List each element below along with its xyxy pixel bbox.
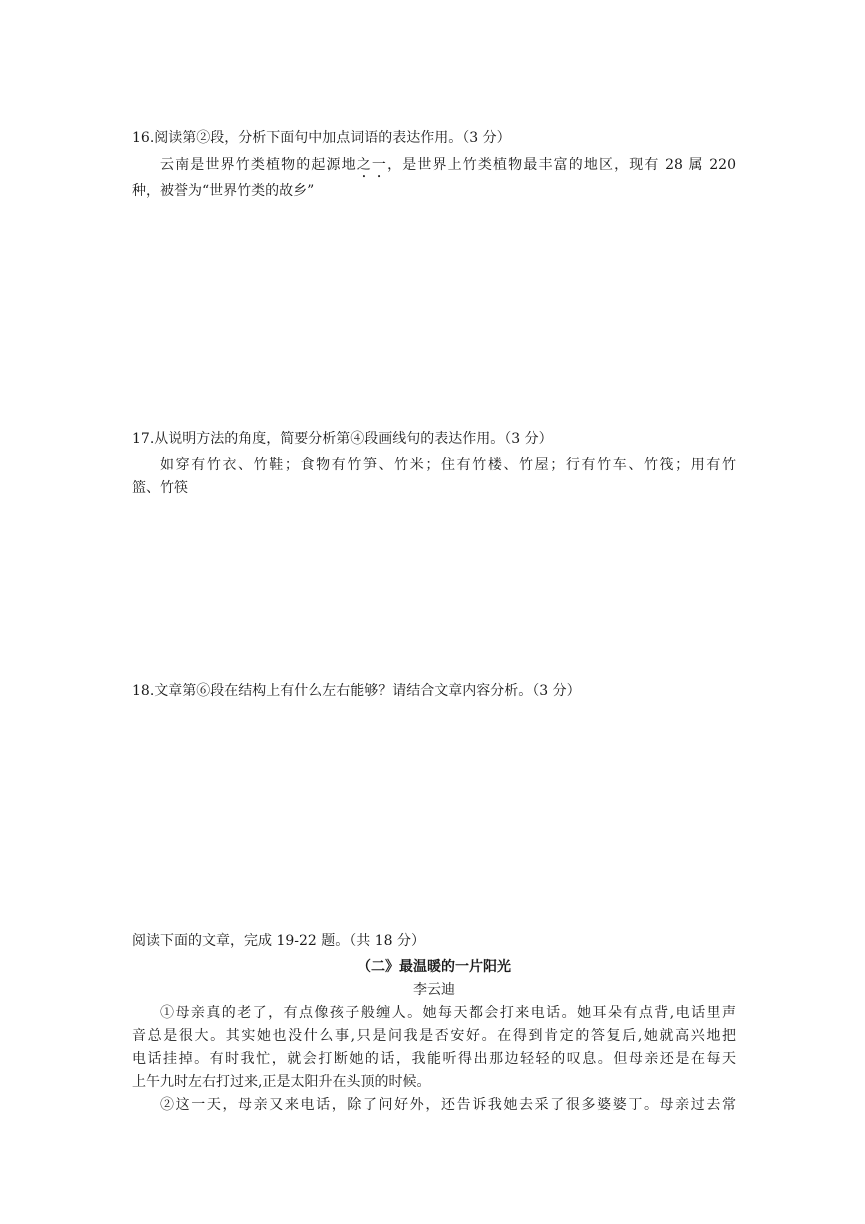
paragraph-line: ①母亲真的老了，有点像孩子般缠人。她每天都会打来电话。她耳朵有点背,电话里声: [160, 1005, 736, 1021]
paragraph-line: 音总是很大。其实她也没什么事,只是问我是否安好。在得到肯定的答复后,她就高兴地把: [132, 1028, 736, 1044]
question-17-quote-line-1: 如穿有竹衣、竹鞋；食物有竹笋、竹米；住有竹楼、竹屋；行有竹车、竹筏；用有竹: [160, 457, 736, 473]
paragraph-line: 电话挂掉。有时我忙，就会打断她的话，我能听得出那边轻轻的叹息。但母亲还是在每天: [132, 1051, 736, 1067]
question-18-title: 18.文章第⑥段在结构上有什么左右能够？请结合文章内容分析。（3 分）: [132, 683, 581, 699]
question-16-title: 16.阅读第②段，分析下面句中加点词语的表达作用。（3 分）: [132, 130, 511, 146]
quote-text: ，是世界上竹类植物最丰富的地区，现有 28 属 220: [387, 157, 737, 173]
quote-text: 云南是世界竹类植物的起源地: [160, 157, 357, 173]
article-author: 李云迪: [413, 982, 455, 998]
article-title: （二》最温暖的一片阳光: [357, 959, 511, 975]
paragraph-line: ②这一天，母亲又来电话，除了问好外，还告诉我她去采了很多婆婆丁。母亲过去常: [160, 1097, 736, 1113]
dotted-word: 之一: [356, 157, 388, 173]
question-17-title: 17.从说明方法的角度，简要分析第④段画线句的表达作用。（3 分）: [132, 431, 553, 447]
question-17-quote-line-2: 篮、竹筷: [132, 480, 188, 496]
paragraph-line: 上午九时左右打过来,正是太阳升在头顶的时候。: [132, 1074, 431, 1090]
question-16-quote-line-1: [160, 155, 736, 181]
section-instruction: 阅读下面的文章，完成 19-22 题。（共 18 分）: [132, 933, 425, 949]
question-16-quote-line-2: 种，被誉为“世界竹类的故乡”: [132, 183, 315, 199]
